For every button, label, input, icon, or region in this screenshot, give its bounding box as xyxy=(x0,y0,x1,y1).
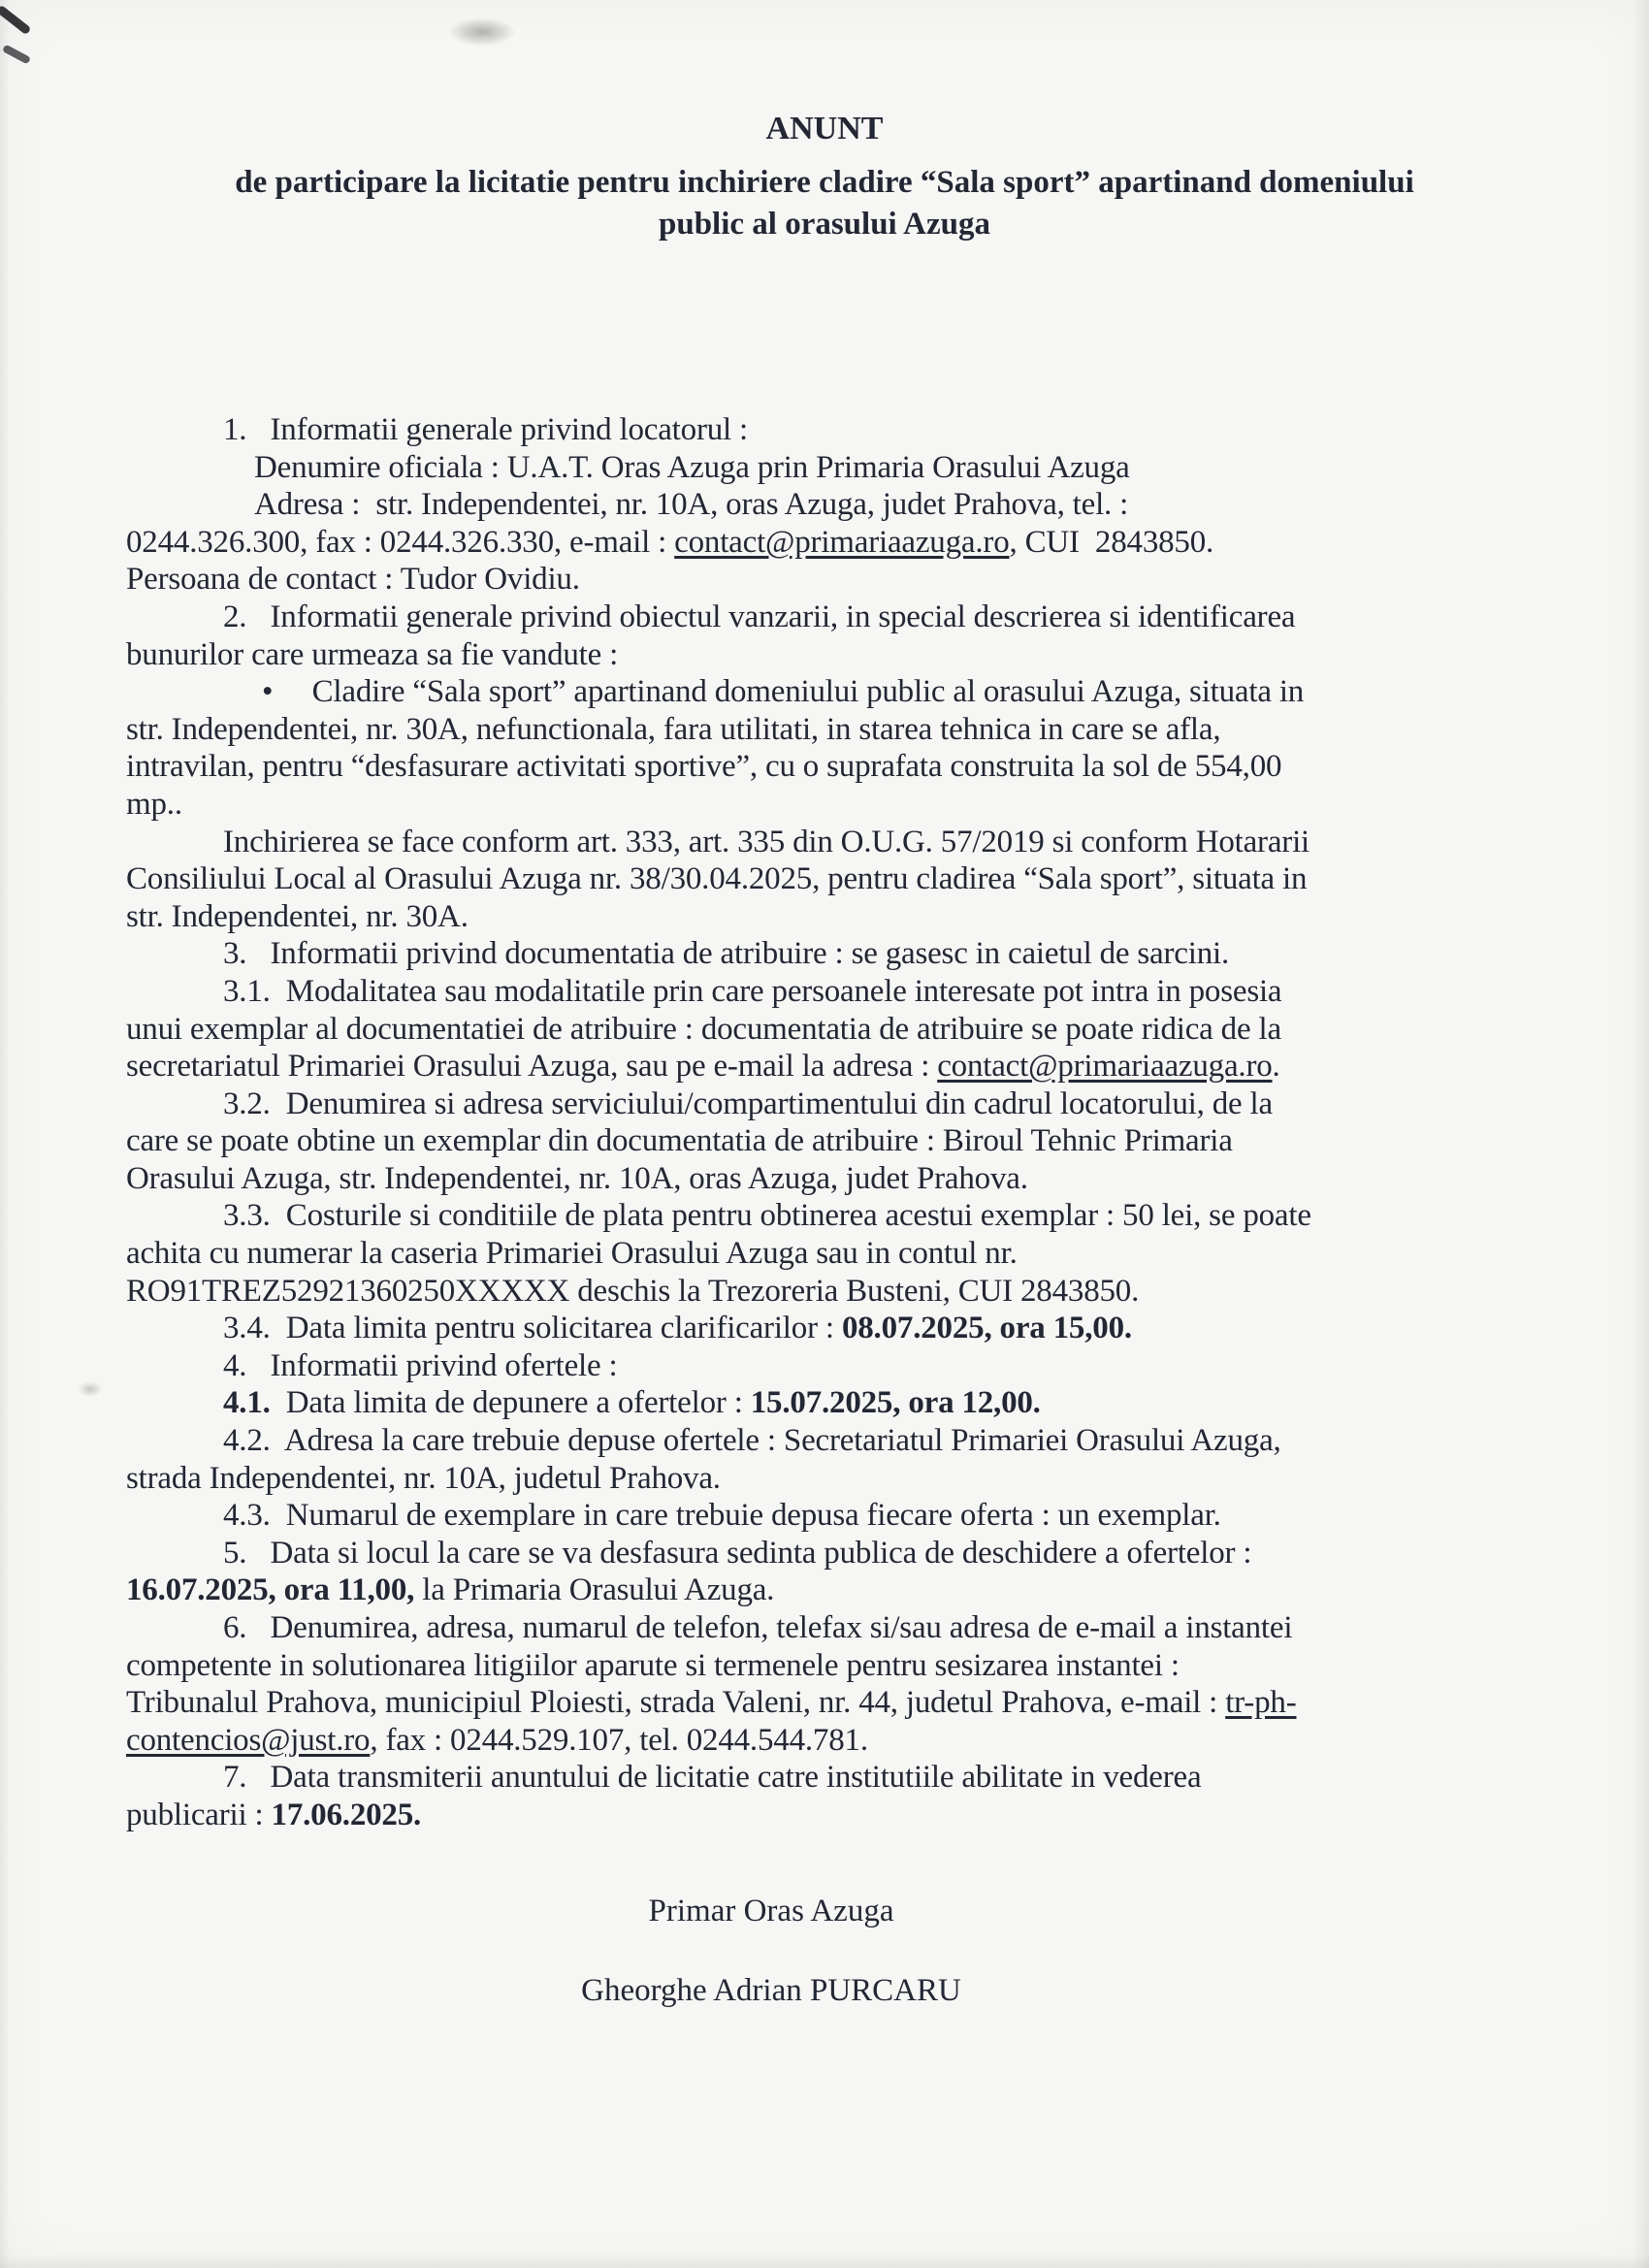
doc-text: Inchirierea se face conform art. 333, art. 335 din O.U.G. 57/2019 si conform Hotararii xyxy=(223,824,1310,859)
doc-line xyxy=(126,1797,1562,1834)
doc-line xyxy=(126,1085,1562,1123)
doc-line xyxy=(126,1197,1562,1235)
doc-text: 08.07.2025, ora 15,00. xyxy=(841,1311,1132,1346)
doc-text: 16.07.2025, ora 11,00, xyxy=(126,1572,415,1608)
doc-text: str. Independentei, nr. 30A. xyxy=(126,898,469,934)
doc-line xyxy=(126,1647,1562,1685)
doc-line xyxy=(126,1048,1562,1085)
doc-line xyxy=(126,1684,1562,1722)
doc-line xyxy=(126,1310,1562,1347)
doc-text: Orasului Azuga, str. Independentei, nr. 10A, oras Azuga, judet Prahova. xyxy=(126,1160,1028,1196)
doc-text: 17.06.2025. xyxy=(271,1797,422,1832)
doc-text: 1. Informatii generale privind locatorul : xyxy=(223,412,749,447)
doc-text: Persoana de contact : Tudor Ovidiu. xyxy=(126,562,580,598)
scan-artifact xyxy=(2,44,31,64)
scan-artifact xyxy=(0,5,32,36)
doc-text: 4.2. Adresa la care trebuie depuse ofertele : Secretariatul Primariei Orasului Azuga, xyxy=(223,1423,1281,1459)
doc-text: 3.1. Modalitatea sau modalitatile prin care persoanele interesate pot intra in posesia xyxy=(223,973,1282,1009)
doc-line xyxy=(126,711,1562,749)
email-link-text: tr-ph- xyxy=(1225,1685,1297,1721)
doc-line xyxy=(126,449,1562,487)
doc-line xyxy=(126,973,1562,1011)
doc-text: Consiliului Local al Orasului Azuga nr. 38/30.04.2025, pentru cladirea “Sala sport”, situata in xyxy=(126,861,1308,897)
doc-text: , CUI 2843850. xyxy=(1009,524,1214,560)
doc-text: unui exemplar al documentatiei de atribuire : documentatia de atribuire se poate ridica de la xyxy=(126,1011,1281,1047)
doc-text: 3.2. Denumirea si adresa serviciului/compartimentului din cadrul locatorului, de la xyxy=(223,1085,1273,1121)
doc-line xyxy=(126,1759,1562,1797)
doc-text: Adresa : str. Independentei, nr. 10A, oras Azuga, judet Prahova, tel. : xyxy=(254,487,1129,523)
document-lines xyxy=(126,411,1562,1834)
doc-text: 5. Data si locul la care se va desfasura sedinta publica de deschidere a ofertelor : xyxy=(223,1535,1252,1571)
doc-line xyxy=(126,411,1562,449)
doc-line xyxy=(126,1422,1562,1460)
scan-edge-shadow xyxy=(0,2254,1649,2268)
doc-text: mp.. xyxy=(126,786,182,822)
doc-text: intravilan, pentru “desfasurare activitati sportive”, cu o suprafata construita la sol de 554,00 xyxy=(126,749,1282,785)
doc-line xyxy=(126,1160,1562,1198)
doc-line xyxy=(126,1122,1562,1160)
email-link-text: contencios@just.ro xyxy=(126,1722,371,1758)
doc-text: 4.3. Numarul de exemplare in care trebuie depusa fiecare oferta : un exemplar. xyxy=(223,1498,1221,1534)
doc-line xyxy=(126,673,1562,711)
email-link-text: contact@primariaazuga.ro xyxy=(937,1049,1273,1085)
doc-line xyxy=(126,824,1562,861)
doc-line xyxy=(126,636,1562,674)
doc-line xyxy=(126,1235,1562,1273)
doc-line xyxy=(126,1571,1562,1609)
doc-line xyxy=(126,1535,1562,1572)
signature-role: Primar Oras Azuga xyxy=(648,1894,894,1928)
doc-text: 0244.326.300, fax : 0244.326.330, e-mail : xyxy=(126,524,675,560)
doc-line xyxy=(126,935,1562,973)
doc-text: 6. Denumirea, adresa, numarul de telefon, telefax si/sau adresa de e-mail a instantei xyxy=(223,1610,1293,1645)
doc-text: • Cladire “Sala sport” apartinand domeniului public al orasului Azuga, situata in xyxy=(262,674,1305,710)
doc-text: 7. Data transmiterii anuntului de licitatie catre institutiile abilitate in vederea xyxy=(223,1760,1202,1796)
doc-line xyxy=(126,561,1562,599)
scan-artifact xyxy=(448,17,516,47)
document-subtitle-line2: public al orasului Azuga xyxy=(658,207,990,242)
email-link-text: contact@primariaazuga.ro xyxy=(674,524,1010,560)
doc-text: 4.1. xyxy=(223,1385,271,1421)
doc-text: 2. Informatii generale privind obiectul vanzarii, in special descrierea si identificarea xyxy=(223,599,1296,634)
scan-edge-shadow xyxy=(1633,0,1649,2268)
doc-line xyxy=(126,748,1562,786)
doc-line xyxy=(126,1722,1562,1760)
doc-line xyxy=(126,1347,1562,1385)
scan-edge-shadow xyxy=(0,0,10,2268)
doc-text: 4. Informatii privind ofertele : xyxy=(223,1347,618,1383)
doc-text: Tribunalul Prahova, municipiul Ploiesti, strada Valeni, nr. 44, judetul Prahova, e-mail : xyxy=(126,1685,1226,1721)
doc-line xyxy=(126,898,1562,936)
doc-text: str. Independentei, nr. 30A, nefunctionala, fara utilitati, in starea tehnica in care se afla, xyxy=(126,711,1221,747)
doc-text: Denumire oficiala : U.A.T. Oras Azuga prin Primaria Orasului Azuga xyxy=(254,449,1130,485)
doc-text: 3. Informatii privind documentatia de atribuire : se gasesc in caietul de sarcini. xyxy=(223,936,1230,972)
doc-text: 3.3. Costurile si conditiile de plata pentru obtinerea acestui exemplar : 50 lei, se poate xyxy=(223,1198,1311,1234)
doc-text: 3.4. Data limita pentru solicitarea clarificarilor : xyxy=(223,1311,842,1346)
doc-text: strada Independentei, nr. 10A, judetul Prahova. xyxy=(126,1460,721,1496)
doc-line xyxy=(126,1273,1562,1311)
doc-line xyxy=(126,786,1562,824)
document-subtitle-line1: de participare la licitatie pentru inchiriere cladire “Sala sport” apartinand domeniului xyxy=(235,165,1414,200)
doc-line xyxy=(126,860,1562,898)
doc-text: secretariatul Primariei Orasului Azuga, sau pe e-mail la adresa : xyxy=(126,1049,938,1085)
doc-text: . xyxy=(1272,1049,1280,1085)
doc-text: RO91TREZ52921360250XXXXX deschis la Trezoreria Busteni, CUI 2843850. xyxy=(126,1273,1140,1309)
doc-text: Data limita de depunere a ofertelor : xyxy=(270,1385,751,1421)
doc-text: bunurilor care urmeaza sa fie vandute : xyxy=(126,636,619,672)
doc-text: achita cu numerar la caseria Primariei Orasului Azuga sau in contul nr. xyxy=(126,1236,1018,1272)
doc-text: publicarii : xyxy=(126,1797,272,1832)
doc-text: competente in solutionarea litigiilor aparute si termenele pentru sesizarea instantei : xyxy=(126,1647,1180,1683)
doc-line xyxy=(126,486,1562,524)
doc-text: la Primaria Orasului Azuga. xyxy=(414,1572,775,1608)
doc-text: , fax : 0244.529.107, tel. 0244.544.781. xyxy=(370,1722,868,1758)
doc-line xyxy=(126,1497,1562,1535)
doc-line xyxy=(126,1384,1562,1422)
doc-text: 15.07.2025, ora 12,00. xyxy=(750,1385,1041,1421)
doc-line xyxy=(126,1460,1562,1498)
doc-line xyxy=(126,1609,1562,1647)
doc-line xyxy=(126,599,1562,636)
doc-line xyxy=(126,524,1562,562)
scan-artifact xyxy=(78,1381,103,1397)
doc-text: care se poate obtine un exemplar din documentatia de atribuire : Biroul Tehnic Primaria xyxy=(126,1123,1233,1159)
document-title: ANUNT xyxy=(765,111,884,146)
doc-line xyxy=(126,1011,1562,1049)
signature-name: Gheorghe Adrian PURCARU xyxy=(581,1973,961,2008)
